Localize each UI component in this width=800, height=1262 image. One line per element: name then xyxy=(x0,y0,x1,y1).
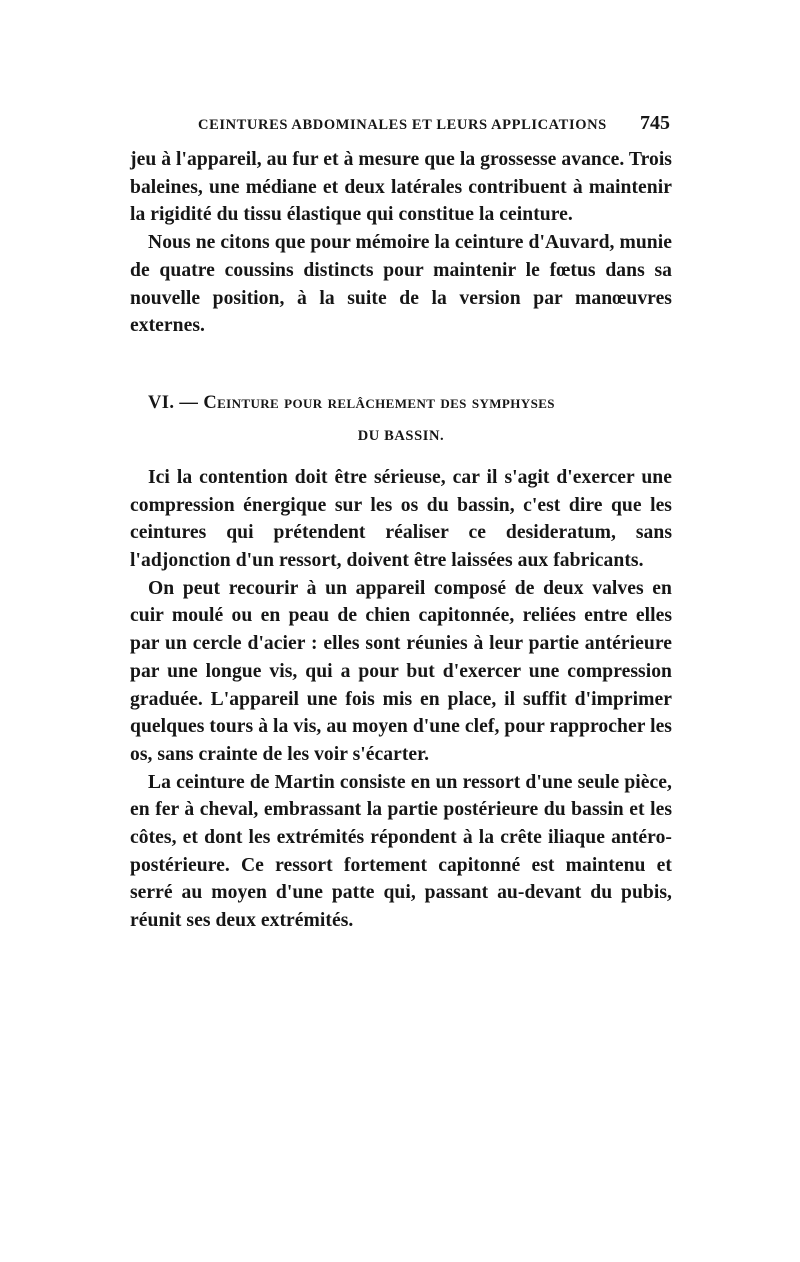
paragraph: Nous ne citons que pour mémoire la ceinture d'Auvard, munie de quatre coussins distincts pour maintenir le fœtus dans sa nouvelle position, à la suite de la version par manœuvres externes. xyxy=(130,232,672,337)
paragraph: On peut recourir à un appareil composé de deux valves en cuir moulé ou en peau de chien capitonnée, reliées entre elles par un cercle d'acier : elles sont réunies à leur partie antérieure par une longue vis, qui a pour but d'exercer une compression graduée. L'appareil une fois mis en place, il suffit d'imprimer quelques tours à la vis, au moyen d'une clef, pour rapprocher les os, sans crainte de les voir s'écarter. xyxy=(130,577,672,765)
section-heading-text: VI. — Ceinture pour relâchement des symphyses xyxy=(148,392,555,413)
book-page xyxy=(130,112,672,935)
section-heading xyxy=(130,390,672,448)
paragraph: Ici la contention doit être sérieuse, car il s'agit d'exercer une compression énergique sur les os du bassin, c'est dire que les ceintures qui prétendent réaliser ce desideratum, sans l'adjonction d'un ressort, doivent être laissées aux fabricants. xyxy=(130,466,672,572)
section-heading-line-2: DU BASSIN. xyxy=(357,427,445,444)
running-header xyxy=(130,112,672,136)
section-heading-line-1 xyxy=(130,390,672,416)
page-number: 745 xyxy=(640,112,670,134)
running-title: CEINTURES ABDOMINALES ET LEURS APPLICATIONS xyxy=(198,117,607,133)
paragraph: La ceinture de Martin consiste en un ressort d'une seule pièce, en fer à cheval, embrassant la partie postérieure du bassin et les côtes, et dont les extrémités répondent à la crête iliaque antéro-postérieure. Ce ressort fortement capitonné est maintenu et serré au moyen d'une patte qui, passant au-devant du pubis, réunit ses deux extrémités. xyxy=(130,771,672,932)
paragraph: jeu à l'appareil, au fur et à mesure que la grossesse avance. Trois baleines, une médiane et deux latérales contribuent à maintenir la rigidité du tissu élastique qui constitue la ceinture. xyxy=(130,149,672,226)
